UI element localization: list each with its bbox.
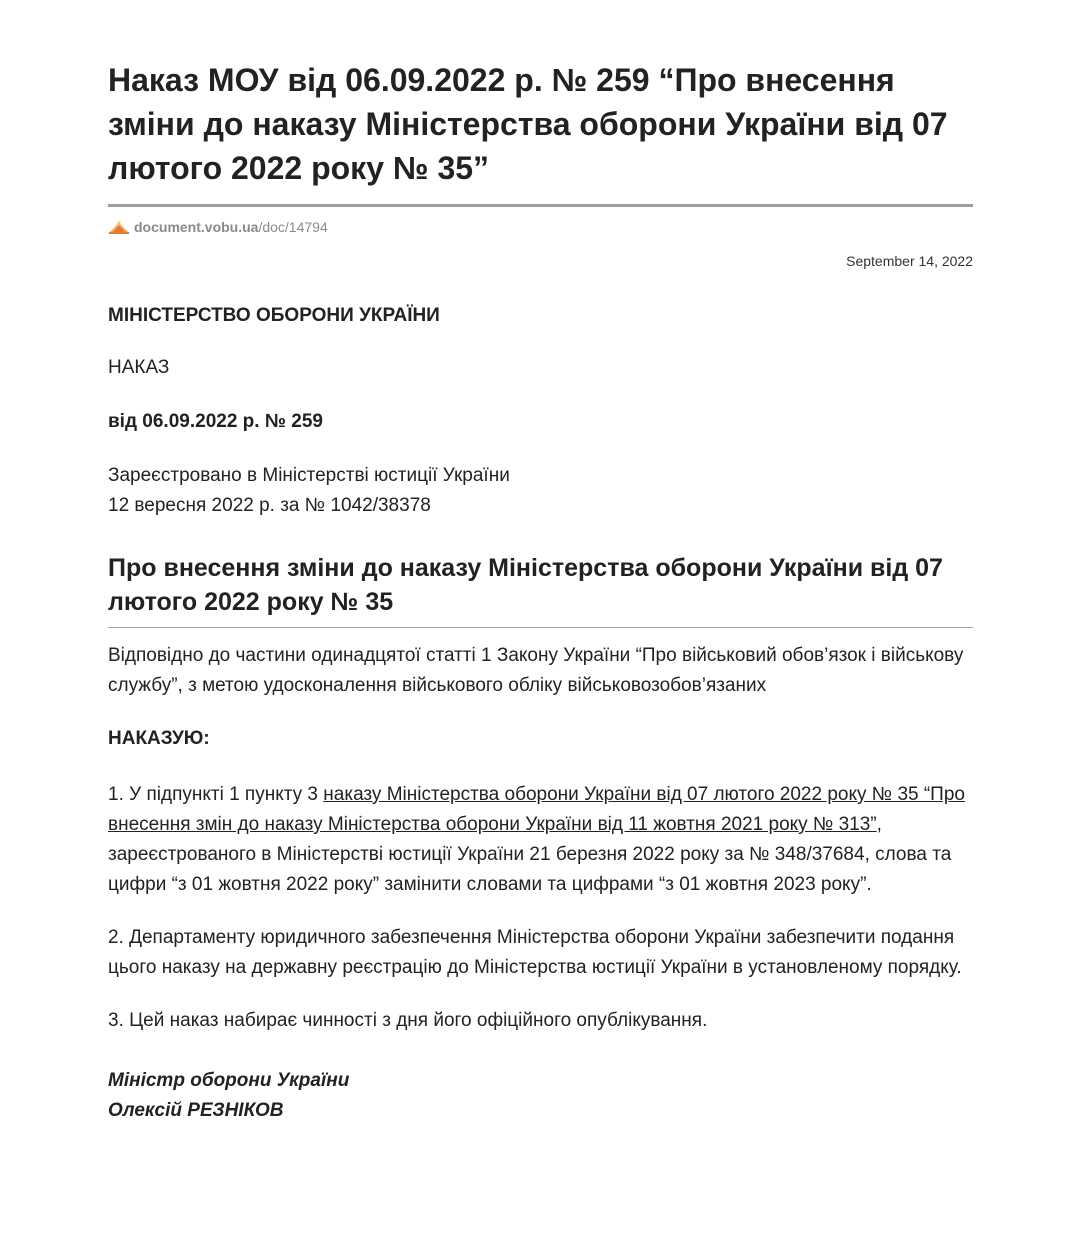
- source-domain[interactable]: document.vobu.ua: [134, 219, 259, 235]
- preamble-paragraph: Відповідно до частини одинадцятої статті 1 Закону України “Про військовий обов’язок і військову службу”, з метою удосконалення військового обліку військовозобов’язаних: [108, 645, 964, 696]
- order-label: НАКАЗ: [108, 357, 170, 378]
- page-title: Наказ МОУ від 06.09.2022 р. № 259 “Про внесення зміни до наказу Міністерства оборони України від 07 лютого 2022 року № 35”: [108, 62, 948, 186]
- clause-2: 2. Департаменту юридичного забезпечення Міністерства оборони України забезпечити подання цього наказу на державну реєстрацію до Міністерства юстиції України в установленому порядку.: [108, 927, 962, 978]
- signature-block: [108, 1066, 973, 1126]
- referenced-order-link[interactable]: наказу Міністерства оборони України від 07 лютого 2022 року № 35 “Про внесення змін до наказу Міністерства оборони України від 11 жовтня 2021 року № 313”: [108, 784, 965, 835]
- document-page: [108, 58, 973, 1126]
- order-number: від 06.09.2022 р. № 259: [108, 411, 323, 432]
- clause-3: 3. Цей наказ набирає чинності з дня його офіційного опублікування.: [108, 1010, 708, 1031]
- signature-name: Олексій РЕЗНІКОВ: [108, 1100, 284, 1121]
- source-link[interactable]: [108, 218, 973, 236]
- signature-title: Міністр оборони України: [108, 1070, 350, 1091]
- site-logo-icon: [108, 220, 130, 234]
- title-divider: [108, 204, 973, 207]
- source-path[interactable]: /doc/14794: [258, 219, 328, 235]
- section-heading: Про внесення зміни до наказу Міністерства оборони України від 07 лютого 2022 року № 35: [108, 554, 943, 616]
- registration-line-1: Зареєстровано в Міністерстві юстиції України: [108, 465, 510, 486]
- decree-label: НАКАЗУЮ:: [108, 728, 210, 749]
- clause-1-suffix: , зареєстрованого в Міністерстві юстиції України 21 березня 2022 року за № 348/37684, слова та цифри “з 01 жовтня 2022 року” замінити словами та цифрами “з 01 жовтня 2023 року”.: [108, 814, 952, 895]
- clause-1: [108, 780, 973, 900]
- clause-1-prefix: 1. У підпункті 1 пункту 3: [108, 784, 324, 805]
- publish-date: September 14, 2022: [846, 253, 973, 269]
- registration-note: [108, 461, 973, 521]
- section-divider: [108, 627, 973, 628]
- ministry-name: МІНІСТЕРСТВО ОБОРОНИ УКРАЇНИ: [108, 305, 440, 326]
- registration-line-2: 12 вересня 2022 р. за № 1042/38378: [108, 495, 431, 516]
